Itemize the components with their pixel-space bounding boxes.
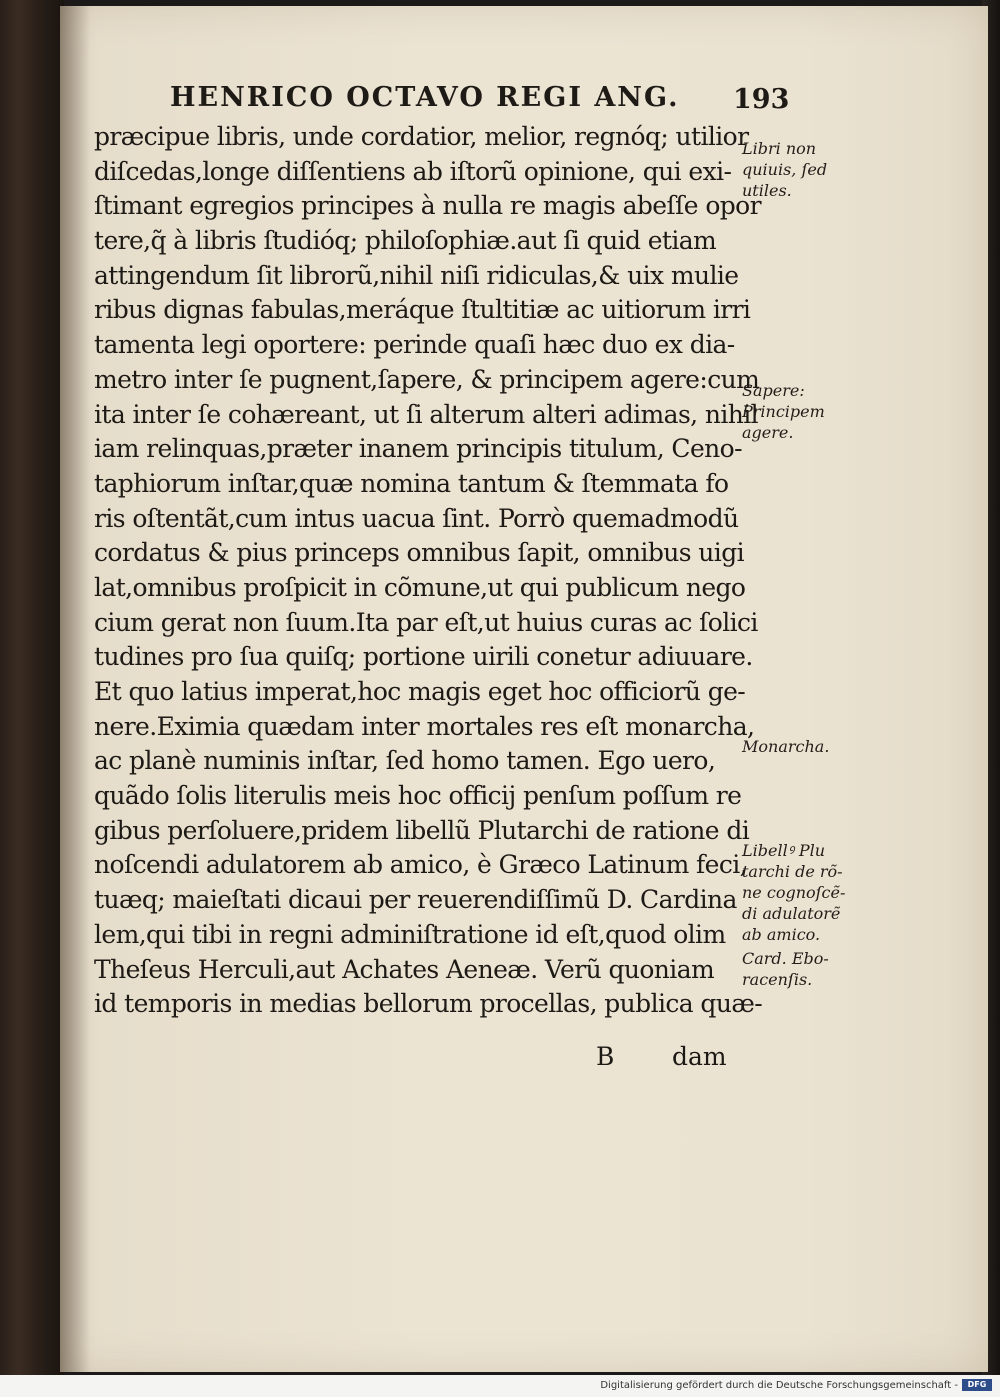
gutter-shadow xyxy=(60,6,90,1372)
text-line: noſcendi adulatorem ab amico, è Græco Latinum feci, xyxy=(94,850,748,880)
text-line: cium gerat non ſuum.Ita par eſt,ut huius curas ac ſolici xyxy=(94,607,758,637)
margin-note-libri xyxy=(742,138,827,201)
margin-note-sapere xyxy=(742,380,825,443)
text-line: Et quo latius imperat,hoc magis eget hoc officiorũ ge- xyxy=(94,677,746,706)
text-line: ac planè numinis inſtar, ſed homo tamen. Ego uero, xyxy=(94,746,716,776)
text-line: ris oſtentãt,cum intus uacua ſint. Porrò quemadmodũ xyxy=(94,503,739,533)
margin-note-line: Monarcha. xyxy=(742,737,830,756)
text-line: quãdo ſolis literulis meis hoc officij penſum poſſum re xyxy=(94,781,742,811)
footer-credit: Digitalisierung gefördert durch die Deutsche Forschungsgemeinschaft - xyxy=(600,1380,958,1391)
text-line: tere,q̃ à libris ſtudióq; philoſophiæ.aut ſi quid etiam xyxy=(94,226,717,256)
text-line: id temporis in medias bellorum procellas, publica quæ- xyxy=(94,989,763,1019)
folio-number: 193 xyxy=(733,84,790,115)
text-line: diſcedas,longe diſſentiens ab iſtorũ opinione, qui exi- xyxy=(94,156,732,186)
main-text-block xyxy=(94,120,763,1022)
margin-note-line: ne cognoſcẽ- xyxy=(742,883,846,902)
margin-note-line: racenſis. xyxy=(742,970,813,989)
margin-note-cardinal xyxy=(742,948,829,990)
text-line: gibus perſoluere,pridem libellũ Plutarchi de ratione di xyxy=(94,815,750,845)
text-line: ribus dignas fabulas,meráque ſtultitiæ ac uitiorum irri xyxy=(94,295,751,325)
dfg-logo-icon: DFG xyxy=(962,1379,992,1391)
text-line: præcipue libris, unde cordatior, melior, regnóq; utilior xyxy=(94,122,749,151)
text-line: ſtimant egregios principes à nulla re magis abeſſe opor xyxy=(94,191,761,221)
text-line: lat,omnibus proſpicit in cõmune,ut qui publicum nego xyxy=(94,572,746,602)
margin-note-line: ab amico. xyxy=(742,925,821,944)
text-line: tamenta legi oportere: perinde quaſi hæc duo ex dia- xyxy=(94,330,735,360)
margin-note-line: quiuis, ſed xyxy=(742,160,828,179)
margin-note-line: Principem xyxy=(742,402,825,421)
margin-note-monarcha xyxy=(742,736,829,757)
margin-note-line: Card. Ebo- xyxy=(742,949,829,968)
text-line: Theſeus Herculi,aut Achates Aeneæ. Verũ quoniam xyxy=(94,954,715,984)
margin-note-line: utiles. xyxy=(742,181,792,200)
catchword: dam xyxy=(672,1042,727,1071)
text-line: taphiorum inſtar,quæ nomina tantum & ſtemmata fo xyxy=(94,468,729,498)
text-line: tuæq; maieſtati dicaui per reuerendiſſimũ D. Cardina xyxy=(94,885,737,915)
text-line: nere.Eximia quædam inter mortales res eſt monarcha, xyxy=(94,711,755,741)
text-line: cordatus & pius princeps omnibus ſapit, omnibus uigi xyxy=(94,538,745,568)
text-line: ita inter ſe cohæreant, ut ſi alterum alteri adimas, nihil xyxy=(94,399,759,429)
margin-note-line: Libellꝰ Plu xyxy=(742,841,826,860)
text-line: metro inter ſe pugnent,ſapere, & principem agere:cum xyxy=(94,364,760,394)
signature-mark: B xyxy=(596,1042,615,1071)
margin-note-libellus xyxy=(742,840,845,945)
text-line: tudines pro ſua quiſq; portione uirili conetur adiuuare. xyxy=(94,642,753,672)
text-line: attingendum ſit librorũ,nihil niſi ridiculas,& uix mulie xyxy=(94,260,739,290)
margin-note-line: agere. xyxy=(742,423,794,442)
margin-note-line: tarchi de rõ- xyxy=(742,862,843,881)
margin-note-line: di adulatorẽ xyxy=(742,904,841,923)
margin-note-line: Libri non xyxy=(742,139,817,158)
book-spine-left xyxy=(0,0,64,1375)
text-line: iam relinquas,præter inanem principis titulum, Ceno- xyxy=(94,434,742,464)
running-head: HENRICO OCTAVO REGI ANG. xyxy=(170,82,680,113)
margin-note-line: Sapere: xyxy=(742,381,805,400)
text-line: lem,qui tibi in regni adminiſtratione id eſt,quod olim xyxy=(94,919,726,949)
